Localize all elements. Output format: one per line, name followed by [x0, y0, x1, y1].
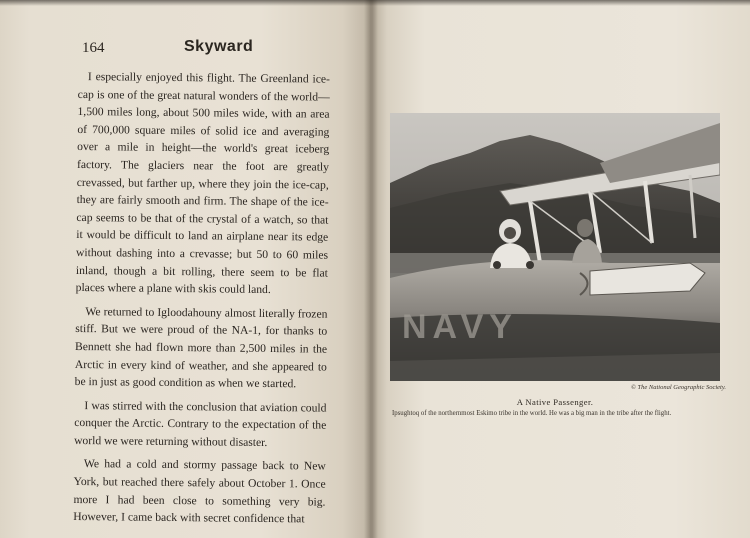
page-number: 164: [82, 40, 105, 56]
running-head: [82, 38, 342, 60]
paragraph: I especially enjoyed this flight. The Greenland ice-cap is one of the great natural wonders of the world—1,500 miles long, about 500 miles wide, with an area of 700,000 square miles of solid ice and averaging over a mile in height—the world's great iceberg factory. The glaciers near the foot are greatly crevassed, but farther up, where they join the ice-cap, they are fairly smooth and firm. The shape of the ice-cap seems to be that of the crystal of a watch, so that it would be difficult to land an airplane near its edge without dashing into a crevasse; but 50 to 60 miles inland, though a bit rolling, there seem to be flat places where a plane with skis could land.: [75, 70, 330, 297]
caption-text: Ipsughtoq of the northernmost Eskimo tribe in the world. He was a big man in the tribe after the flight.: [392, 410, 672, 417]
passenger-hand: [526, 261, 534, 269]
passenger-face: [504, 227, 516, 239]
top-shadow: [0, 0, 750, 6]
pilot-head: [577, 219, 593, 237]
photo-illustration: [390, 113, 720, 381]
body-text: [73, 68, 330, 534]
running-title: Skyward: [184, 38, 254, 55]
passenger-hand: [493, 261, 501, 269]
book-gutter: [364, 0, 378, 538]
paragraph: I was stirred with the conclusion that aviation could conquer the Arctic. Contrary to the expectation of the world we were returning without disaster.: [74, 398, 327, 449]
fuselage-lettering: NAVY: [402, 308, 518, 346]
biplane-photo: [390, 113, 720, 381]
paragraph: We returned to Igloodahouny almost literally frozen stiff. But we were proud of the NA-1, for thanks to Bennett she had flown more than 2,500 miles in the Arctic in every kind of weather, and she appeared to be in just as good condition as when we started.: [74, 304, 328, 391]
paragraph: We had a cold and stormy passage back to New York, but reached there safely about October 1. Once more I had been close to something very big. However, I came back with secret confidence that: [73, 457, 326, 526]
caption-title: A Native Passenger.: [516, 397, 594, 407]
photo-credit: © The National Geographic Society.: [630, 384, 726, 391]
left-page: [0, 0, 372, 538]
